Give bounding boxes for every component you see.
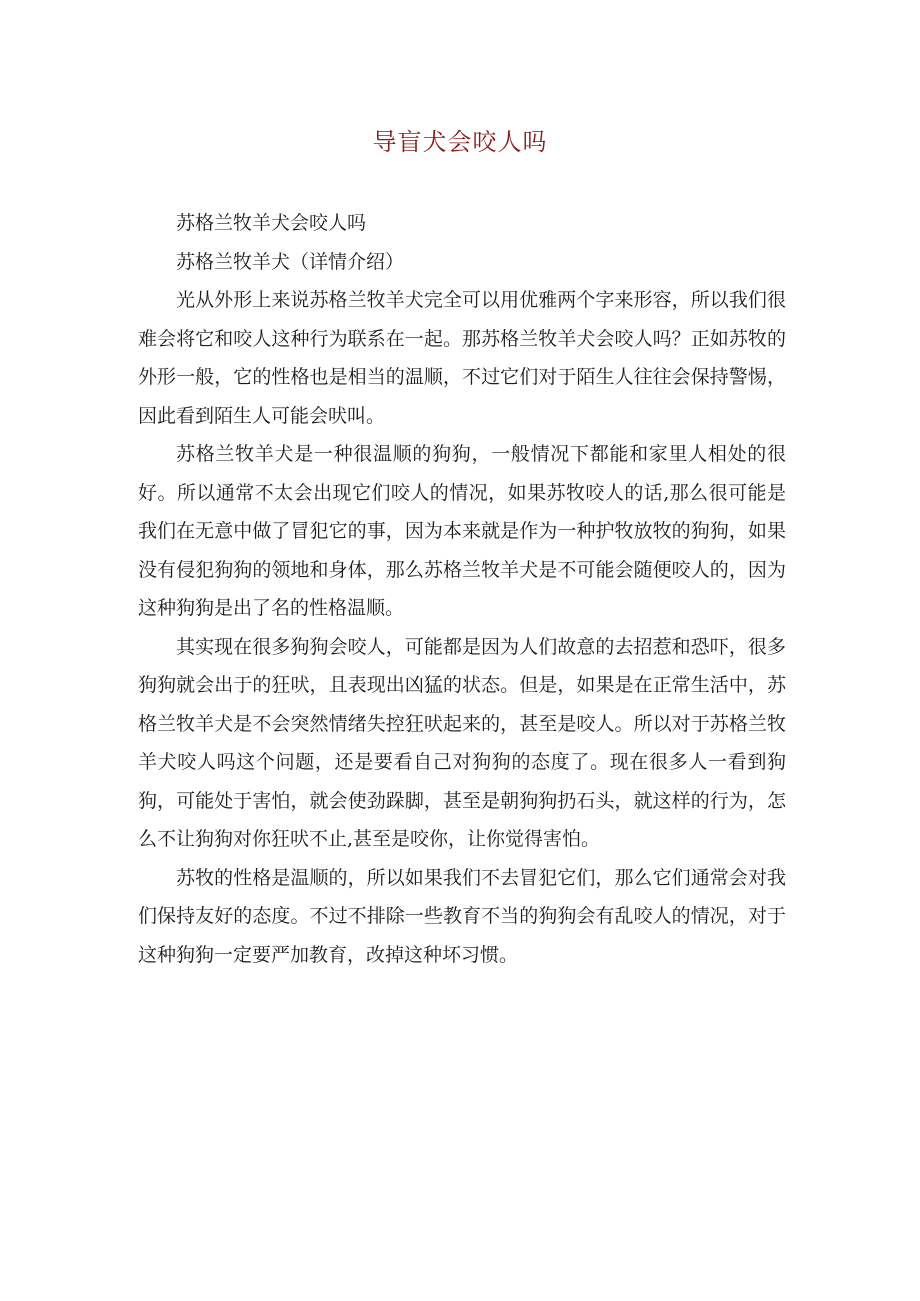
document-title: 导盲犬会咬人吗 [372,128,548,156]
document-body [138,204,786,974]
paragraph-temperament: 苏格兰牧羊犬是一种很温顺的狗狗，一般情况下都能和家里人相处的很好。所以通常不太会出现它们咬人的情况，如果苏牧咬人的话,那么很可能是我们在无意中做了冒犯它的事，因为本来就是作为一种护牧放牧的狗狗，如果没有侵犯狗狗的领地和身体，那么苏格兰牧羊犬是不可能会随便咬人的，因为这种狗狗是出了名的性格温顺。 [138,443,786,619]
paragraph-provocation: 其实现在很多狗狗会咬人，可能都是因为人们故意的去招惹和恐吓，很多狗狗就会出于的狂吠，且表现出凶猛的状态。但是，如果是在正常生活中，苏格兰牧羊犬是不会突然情绪失控狂吠起来的，甚至是咬人。所以对于苏格兰牧羊犬咬人吗这个问题，还是要看自己对狗狗的态度了。现在很多人一看到狗狗，可能处于害怕，就会使劲跺脚，甚至是朝狗狗扔石头，就这样的行为，怎么不让狗狗对你狂吠不止,甚至是咬你，让你觉得害怕。 [138,635,786,850]
paragraph-appearance: 光从外形上来说苏格兰牧羊犬完全可以用优雅两个字来形容，所以我们很难会将它和咬人这种行为联系在一起。那苏格兰牧羊犬会咬人吗？正如苏牧的外形一般，它的性格也是相当的温顺，不过它们对于陌生人往往会保持警惕，因此看到陌生人可能会吠叫。 [138,289,786,427]
subheading-question: 苏格兰牧羊犬会咬人吗 [176,212,367,234]
paragraph-conclusion: 苏牧的性格是温顺的，所以如果我们不去冒犯它们，那么它们通常会对我们保持友好的态度。不过不排除一些教育不当的狗狗会有乱咬人的情况，对于这种狗狗一定要严加教育，改掉这种坏习惯。 [138,866,786,966]
subheading-detail: 苏格兰牧羊犬（详情介绍） [176,250,405,273]
